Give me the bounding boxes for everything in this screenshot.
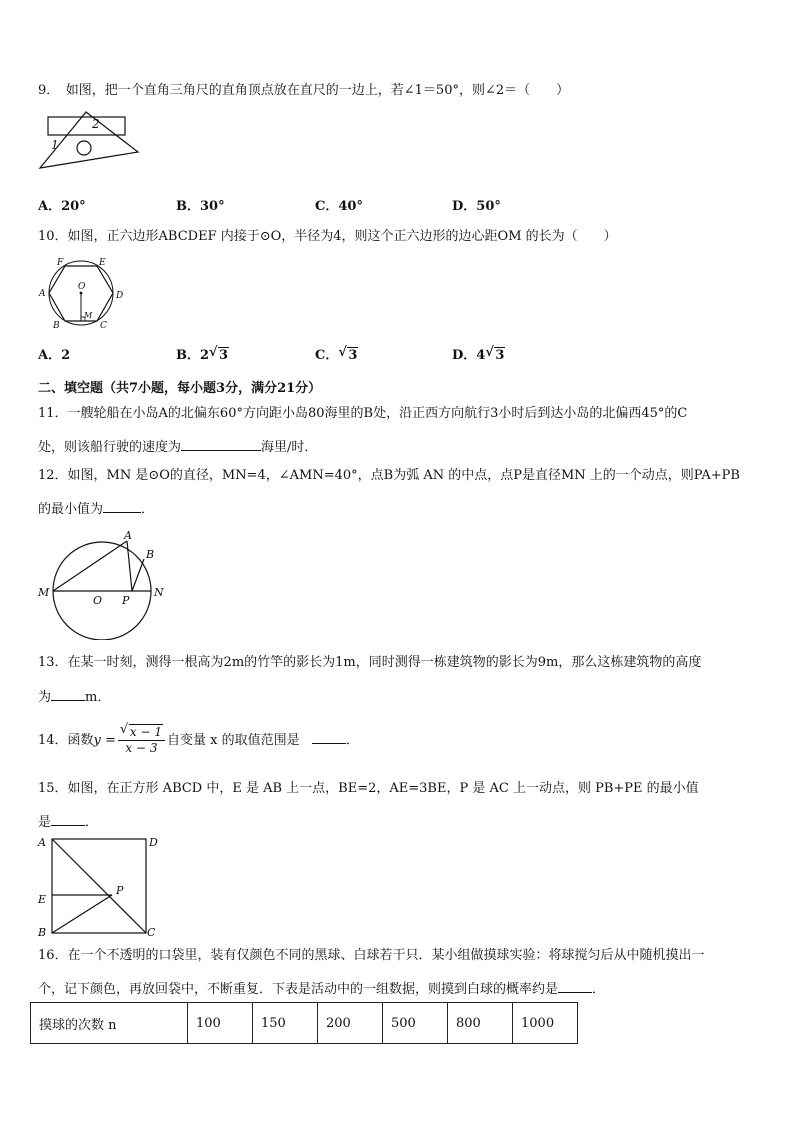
q10-option-c: C． √ 3 — [315, 345, 358, 363]
q13-line1: 13．在某一时刻，测得一根高为2m的竹竿的影长为1m，同时测得一栋建筑物的影长为9m，那么这栋建筑物的高度 — [38, 655, 702, 670]
answer-blank — [51, 811, 85, 826]
table-cell: 1000 — [513, 1003, 578, 1044]
q10-option-d: D．4 √ 3 — [452, 345, 505, 363]
q10-text: 10．如图，正六边形ABCDEF 内接于⊙O，半径为4，则这个正六边形的边心距OM 的长为（ ） — [38, 229, 617, 244]
q9-angle1-label: 1 — [51, 138, 59, 152]
q9-text: 9． 如图，把一个直角三角尺的直角顶点放在直尺的一边上，若∠1＝50°，则∠2＝（ ） — [38, 83, 570, 98]
q10-label-m: M — [84, 311, 93, 320]
q9-option-a: A．20° — [38, 199, 86, 214]
sqrt-symbol: √ 3 — [485, 345, 505, 363]
q13-line2: 为 m． — [38, 686, 110, 707]
table-row — [31, 1003, 578, 1044]
q9-angle2-label: 2 — [92, 117, 100, 131]
q15-label-b: B — [38, 926, 47, 939]
table-cell: 200 — [318, 1003, 383, 1044]
q10-option-b: B．2 √ 3 — [176, 345, 229, 363]
q16-line1: 16．在一个不透明的口袋里，装有仅颜色不同的黑球、白球若干只．某小组做摸球实验：将球搅匀后从中随机摸出一 — [38, 948, 705, 963]
table-cell: 500 — [383, 1003, 448, 1044]
q14-fraction: √ x − 1 x − 3 — [118, 725, 165, 756]
section-heading-fill-in: 二、填空题（共7小题，每小题3分，满分21分） — [38, 381, 322, 396]
q12-line1: 12．如图，MN 是⊙O的直径，MN=4，∠AMN=40°，点B为弧 AN 的中点，点P是直径MN 上的一个动点，则PA+PB — [38, 468, 740, 483]
q9-figure — [38, 110, 148, 182]
q15-line1: 15．如图，在正方形 ABCD 中，E 是 AB 上一点，BE=2，AE=3BE，P 是 AC 上一动点，则 PB+PE 的最小值 — [38, 781, 699, 796]
q15-label-c: C — [147, 926, 156, 939]
answer-blank — [312, 729, 346, 744]
q10-label-c: C — [100, 321, 107, 331]
answer-blank — [51, 686, 85, 701]
q10-label-a: A — [39, 289, 46, 299]
q11-line2: 处，则该船行驶的速度为 海里/时． — [38, 436, 317, 457]
answer-blank — [103, 498, 141, 513]
q10-figure — [34, 254, 134, 334]
q9-option-d: D．50° — [452, 199, 501, 214]
table-header-cell: 摸球的次数 n — [31, 1003, 188, 1044]
q12-label-a: A — [124, 529, 132, 542]
sqrt-symbol: √ 3 — [209, 345, 229, 363]
q10-label-d: D — [116, 291, 124, 301]
sqrt-symbol: √ 3 — [338, 345, 358, 363]
q10-option-a: A．2 — [38, 348, 71, 363]
q10-label-o: O — [78, 282, 86, 292]
q12-label-b: B — [146, 548, 155, 561]
q12-label-p: P — [122, 594, 130, 607]
q10-label-e: E — [99, 258, 106, 268]
q15-figure — [34, 832, 164, 940]
q16-table — [30, 1002, 578, 1044]
q15-label-a: A — [38, 836, 46, 849]
q10-label-f: F — [57, 258, 64, 268]
q15-label-e: E — [38, 893, 47, 906]
q12-label-n: N — [154, 586, 164, 599]
q9-option-c: C．40° — [315, 199, 363, 214]
table-cell: 150 — [253, 1003, 318, 1044]
answer-blank — [181, 436, 261, 451]
q9-option-b: B．30° — [176, 199, 225, 214]
table-cell: 100 — [188, 1003, 253, 1044]
q12-figure — [36, 528, 170, 640]
q11-line1: 11．一艘轮船在小岛A的北偏东60°方向距小岛80海里的B处，沿正西方向航行3小时后到达小岛的北偏西45°的C — [38, 406, 688, 421]
q15-label-p: P — [116, 884, 124, 897]
q12-label-m: M — [38, 586, 50, 599]
q10-label-b: B — [53, 321, 60, 331]
q14-line: 14．函数y = √ x − 1 x − 3 自变量 x 的取值范围是 ． — [38, 722, 360, 755]
q12-line2: 的最小值为 ． — [38, 498, 154, 519]
q16-line2: 个，记下颜色，再放回袋中，不断重复．下表是活动中的一组数据，则摸到白球的概率约是 ． — [38, 978, 605, 999]
q12-label-o: O — [93, 594, 103, 607]
answer-blank — [558, 978, 592, 993]
table-cell: 800 — [448, 1003, 513, 1044]
q15-line2: 是 ． — [38, 811, 98, 832]
q15-label-d: D — [149, 836, 158, 849]
